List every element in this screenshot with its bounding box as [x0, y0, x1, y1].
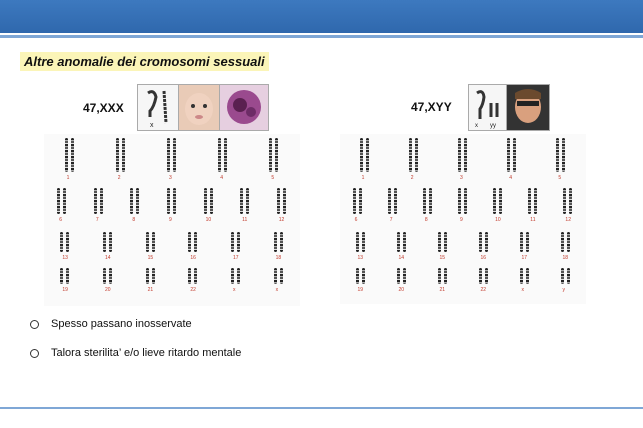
chromosome — [493, 188, 496, 214]
chromosome — [71, 138, 74, 172]
chromosome-number: 16 — [480, 255, 487, 261]
chromosome-number: 5 — [558, 175, 562, 181]
bullet-marker-icon — [30, 320, 39, 329]
header-rule — [0, 35, 643, 38]
chromosome-number: 19 — [357, 287, 364, 293]
chromosome — [561, 268, 564, 284]
chromosome — [173, 138, 176, 172]
chromosome — [423, 188, 426, 214]
man-photo — [506, 84, 550, 131]
chromosome-number: 13 — [62, 255, 68, 261]
chromosome — [485, 268, 488, 284]
footer-rule — [0, 407, 643, 409]
chromosome — [194, 268, 197, 284]
chromosome-number: 22 — [480, 287, 487, 293]
chromosome — [210, 188, 213, 214]
chromosome — [362, 232, 365, 252]
chromosome-number: 6 — [59, 217, 63, 223]
cell-micrograph — [219, 84, 269, 131]
slide-title: Altre anomalie dei cromosomi sessuali — [20, 52, 269, 71]
chromosome — [513, 138, 516, 172]
chromosome-number: 3 — [169, 175, 172, 181]
chromosome — [458, 188, 461, 214]
chromosome — [283, 188, 286, 214]
chromosome-number: 10 — [495, 217, 501, 223]
thumb-label-right-yy: yy — [490, 123, 496, 129]
chromosome — [444, 268, 447, 284]
chromosome-number: 18 — [275, 255, 282, 261]
chromosome — [397, 268, 400, 284]
chromosome — [274, 232, 277, 252]
chromosome — [130, 188, 133, 214]
chromosome — [415, 138, 418, 172]
chromosome — [360, 138, 363, 172]
chromosome — [109, 268, 112, 284]
chromosome-number: 7 — [95, 217, 99, 223]
chromosome — [567, 268, 570, 284]
chromosome — [275, 138, 278, 172]
chromosome — [60, 232, 63, 252]
chromosome — [188, 232, 191, 252]
chromosome — [429, 188, 432, 214]
chromosome — [561, 232, 564, 252]
chromosome — [152, 232, 155, 252]
chromosome — [269, 138, 272, 172]
chromosome-number: 12 — [278, 217, 285, 223]
chromosome-number: 16 — [190, 255, 196, 261]
chromosome — [146, 268, 149, 284]
chromosome-number: 17 — [521, 255, 528, 261]
chromosome-number: 7 — [389, 217, 393, 223]
chromosome-number: 10 — [205, 217, 212, 223]
chromosome — [204, 188, 207, 214]
chromosome — [94, 188, 97, 214]
chromosome — [173, 188, 176, 214]
chromosome — [167, 138, 170, 172]
chromosome-number: 11 — [242, 217, 248, 223]
thumb-label-right-x: x — [475, 123, 478, 129]
chromosome — [103, 268, 106, 284]
chromosome — [556, 138, 559, 172]
bullet-item — [30, 347, 241, 359]
bullet-marker-icon — [30, 349, 39, 358]
chromosome-number: 1 — [66, 175, 70, 181]
karyotype-right — [340, 134, 586, 304]
chromosome-number: 14 — [105, 255, 111, 261]
chromosome-number: 17 — [233, 255, 239, 261]
bullet-text: Talora sterilita’ e/o lieve ritardo mentale — [51, 347, 242, 359]
chromosome — [485, 232, 488, 252]
bullet-list — [30, 318, 241, 376]
chromosome-number: 1 — [361, 175, 365, 181]
chromosome-number: 20 — [105, 287, 111, 293]
chromosome — [569, 188, 572, 214]
chromosome — [103, 232, 106, 252]
chromosome — [499, 188, 502, 214]
chromosome — [356, 232, 359, 252]
chromosome-number: x — [233, 287, 236, 293]
chromosome — [224, 138, 227, 172]
chromosome-number: 15 — [147, 255, 154, 261]
chromosome — [438, 268, 441, 284]
chromosome — [231, 232, 234, 252]
header-bar — [0, 0, 643, 33]
karyotype-left — [44, 134, 300, 306]
chromosome-number: 11 — [530, 217, 536, 223]
chromosome-number: 21 — [439, 287, 446, 293]
chromosome — [63, 188, 66, 214]
chromosome-number: 15 — [439, 255, 446, 261]
chromosome — [356, 268, 359, 284]
chromosome-number: 8 — [132, 217, 136, 223]
chromosome — [464, 188, 467, 214]
chromosome — [60, 268, 63, 284]
chromosome — [246, 188, 249, 214]
chromosome-number: 22 — [190, 287, 196, 293]
chromosome — [520, 268, 523, 284]
chromosome — [100, 188, 103, 214]
chromosome — [167, 188, 170, 214]
chromosome — [394, 188, 397, 214]
chromosome-number: 6 — [354, 217, 358, 223]
bullet-text: Spesso passano inosservate — [51, 318, 192, 330]
chromosome — [507, 138, 510, 172]
chromosome — [366, 138, 369, 172]
chromosome — [362, 268, 365, 284]
chromosome — [458, 138, 461, 172]
chromosome — [438, 232, 441, 252]
baby-photo — [178, 84, 220, 131]
chromosome — [528, 188, 531, 214]
chromosome-number: y — [562, 287, 565, 293]
chromosome-number: 13 — [357, 255, 364, 261]
chromosome — [66, 232, 69, 252]
chromosome-number: 2 — [117, 175, 121, 181]
chromosome-number: 14 — [398, 255, 405, 261]
chromosome — [479, 232, 482, 252]
chromosome-number: 9 — [460, 217, 463, 223]
chromosome-number: 3 — [460, 175, 463, 181]
chromosome — [388, 188, 391, 214]
chromosome — [65, 138, 68, 172]
chromosome — [277, 188, 280, 214]
chromosome-number: 4 — [509, 175, 512, 181]
chromosome — [188, 268, 191, 284]
chromosome — [409, 138, 412, 172]
chromosome — [136, 188, 139, 214]
chromosome-number: 20 — [398, 287, 405, 293]
chromosome — [194, 232, 197, 252]
left-karyotype-label: 47,XXX — [83, 101, 124, 115]
chromosome-number: 19 — [62, 287, 68, 293]
bullet-item — [30, 318, 241, 330]
chromosome — [152, 268, 155, 284]
chromosome-number: 18 — [562, 255, 569, 261]
chromosome — [353, 188, 356, 214]
chromosome — [526, 232, 529, 252]
chromosome — [444, 232, 447, 252]
chromosome-number: 5 — [271, 175, 275, 181]
chromosome — [57, 188, 60, 214]
chromosome — [359, 188, 362, 214]
chromosome — [280, 268, 283, 284]
chromosome — [122, 138, 125, 172]
chromosome-thumbnail-left — [137, 84, 179, 131]
chromosome — [520, 232, 523, 252]
chromosome — [116, 138, 119, 172]
chromosome-number: x — [275, 287, 279, 293]
chromosome — [237, 232, 240, 252]
chromosome — [240, 188, 243, 214]
chromosome — [567, 232, 570, 252]
chromosome — [526, 268, 529, 284]
chromosome — [109, 232, 112, 252]
chromosome — [274, 268, 277, 284]
chromosome — [563, 188, 566, 214]
chromosome — [479, 268, 482, 284]
chromosome — [397, 232, 400, 252]
chromosome-number: 4 — [220, 175, 223, 181]
chromosome — [66, 268, 69, 284]
chromosome — [237, 268, 240, 284]
right-karyotype-label: 47,XYY — [411, 100, 452, 114]
chromosome — [562, 138, 565, 172]
thumb-label-left-x: x — [150, 122, 154, 129]
chromosome-number: 2 — [410, 175, 414, 181]
chromosome — [218, 138, 221, 172]
chromosome-number: 8 — [424, 217, 428, 223]
chromosome — [231, 268, 234, 284]
chromosome-number: 9 — [169, 217, 172, 223]
chromosome — [534, 188, 537, 214]
chromosome-number: 21 — [147, 287, 154, 293]
chromosome — [146, 232, 149, 252]
chromosome — [403, 232, 406, 252]
chromosome — [403, 268, 406, 284]
chromosome — [464, 138, 467, 172]
chromosome — [280, 232, 283, 252]
chromosome-number: 12 — [565, 217, 571, 223]
chromosome-thumbnail-right — [468, 84, 507, 131]
chromosome-number: x — [521, 287, 524, 293]
